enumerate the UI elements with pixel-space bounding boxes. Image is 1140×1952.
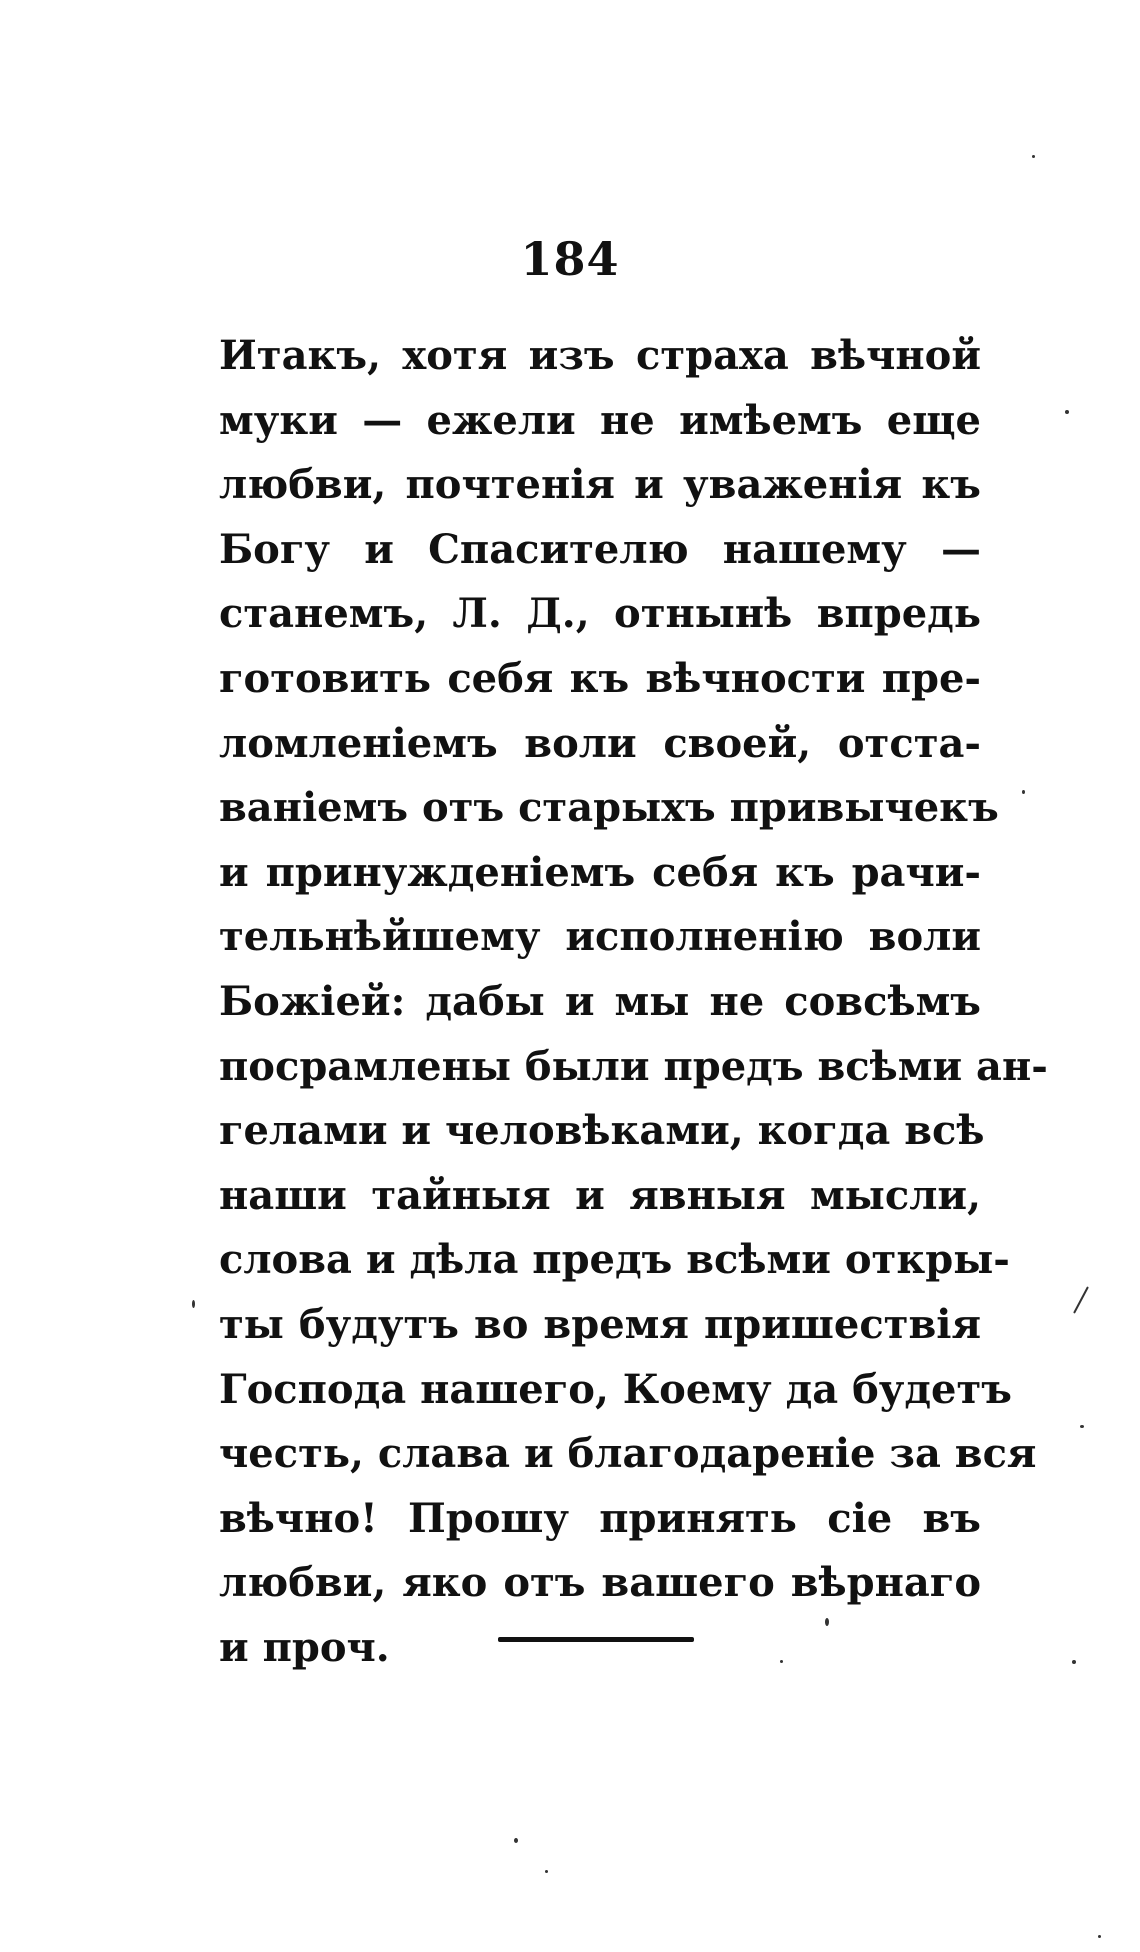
body-text bbox=[219, 324, 1048, 1680]
scan-speck bbox=[1032, 155, 1035, 158]
scan-speck bbox=[1098, 1935, 1101, 1938]
end-rule bbox=[498, 1637, 694, 1642]
scan-speck bbox=[1022, 790, 1025, 794]
scan-speck bbox=[1073, 1286, 1089, 1313]
scan-speck bbox=[545, 1870, 548, 1873]
text-line: честь, слава и благодареніе за вся bbox=[219, 1430, 1037, 1478]
text-line: ты будутъ во время пришествія bbox=[219, 1300, 981, 1348]
text-line: слова и дѣла предъ всѣми откры- bbox=[219, 1236, 1010, 1284]
text-line: и принужденіемъ себя къ рачи- bbox=[219, 848, 981, 896]
text-line: Божіей: дабы и мы не совсѣмъ bbox=[219, 977, 981, 1025]
page-number: 184 bbox=[520, 232, 620, 286]
text-line: ломленіемъ воли своей, отста- bbox=[219, 719, 981, 767]
text-line: станемъ, Л. Д., отнынѣ впредь bbox=[219, 590, 981, 638]
text-line: любви, почтенія и уваженія къ bbox=[219, 461, 981, 509]
scan-speck bbox=[192, 1300, 195, 1308]
text-line: ваніемъ отъ старыхъ привычекъ bbox=[219, 784, 999, 832]
text-line: Богу и Спасителю нашему — bbox=[219, 525, 981, 573]
text-line: готовить себя къ вѣчности пре- bbox=[219, 654, 981, 702]
text-line: гелами и человѣками, когда всѣ bbox=[219, 1107, 985, 1155]
scan-speck bbox=[1080, 1425, 1084, 1428]
scan-speck bbox=[1065, 410, 1069, 414]
text-line: и проч. bbox=[219, 1623, 390, 1671]
text-line: любви, яко отъ вашего вѣрнаго bbox=[219, 1559, 981, 1607]
text-line: наши тайныя и явныя мысли, bbox=[219, 1171, 981, 1219]
scan-speck bbox=[825, 1618, 829, 1626]
text-line: Господа нашего, Коему да будетъ bbox=[219, 1365, 1012, 1413]
text-line: тельнѣйшему исполненію воли bbox=[219, 913, 981, 961]
scan-speck bbox=[514, 1838, 518, 1843]
text-line: муки — ежели не имѣемъ еще bbox=[219, 396, 981, 444]
scan-speck bbox=[780, 1660, 783, 1663]
scan-speck bbox=[1072, 1660, 1076, 1664]
text-line: Итакъ, хотя изъ страха вѣчной bbox=[219, 332, 981, 379]
text-line: посрамлены были предъ всѣми ан- bbox=[219, 1042, 1048, 1090]
text-line: вѣчно! Прошу принять сіе въ bbox=[219, 1494, 981, 1542]
